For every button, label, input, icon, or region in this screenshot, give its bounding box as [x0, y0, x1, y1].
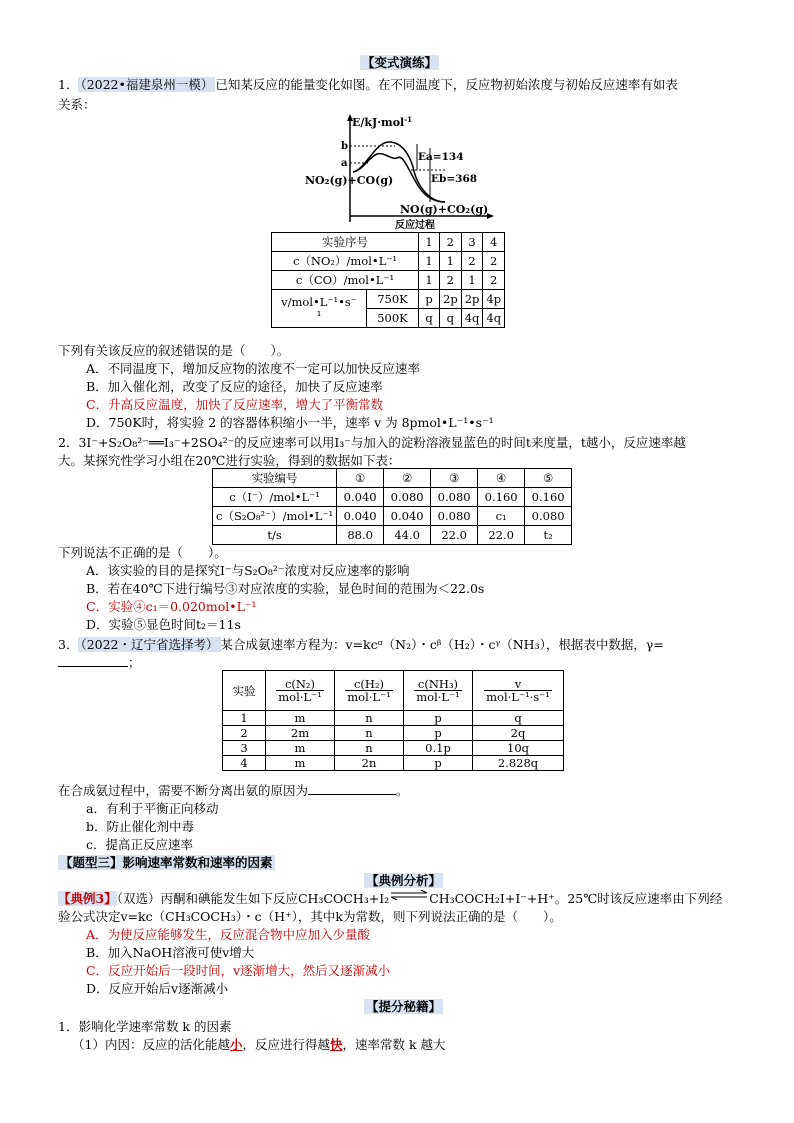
table-row: 实验序号 1 2 3 4	[272, 233, 505, 252]
ex3-stem-line1: 【典例3】（双选）丙酮和碘能发生如下反应CH₃COCH₃+I₂ CH₃COCH₂I+I⁻+H⁺。25℃时该反应速率由下列经	[58, 890, 722, 907]
equilibrium-arrow-icon	[389, 887, 429, 904]
table-row: t/s 88.0 44.0 22.0 22.0 t₂	[213, 526, 572, 545]
section-example-heading: 【典例分析】	[366, 873, 442, 888]
reason-answer-blank[interactable]	[308, 794, 396, 795]
table-row: v/mol•L⁻¹•s⁻ ¹ 750K p 2p 2p 4p	[272, 290, 505, 309]
q3-source: （2022・辽宁省选择考）	[80, 637, 219, 652]
q2-option-b: B．若在40℃下进行编号③对应浓度的实验，显色时间的范围为＜22.0s	[86, 581, 485, 596]
svg-text:Eb=368: Eb=368	[431, 173, 478, 185]
q3-ask: 在合成氨过程中，需要不断分离出氨的原因为 。	[58, 783, 409, 798]
ex3-stem-line2: 验公式决定v=kc（CH₃COCH₃）・c（H⁺），其中k为常数，则下列说法正确的是（ ）。	[58, 909, 562, 924]
tips-line2: （1）内因：反应的活化能越小，反应进行得越快，速率常数 k 越大	[72, 1037, 446, 1052]
table-row: c（CO）/mol•L⁻¹ 1 2 1 2	[272, 271, 505, 290]
table-row: 3 m n 0.1p 10q	[223, 741, 564, 756]
q1-option-b: B．加入催化剂，改变了反应的途径，加快了反应速率	[86, 379, 383, 394]
table-row: c（NO₂）/mol•L⁻¹ 1 1 2 2	[272, 252, 505, 271]
q2-stem-line2: 大。某探究性学习小组在20℃进行实验，得到的数据如下表：	[58, 453, 401, 468]
section-tips-heading: 【提分秘籍】	[366, 999, 442, 1014]
tips-line1: 1．影响化学速率常数 k 的因素	[58, 1019, 232, 1034]
q1-stem-line1: 1． （2022•福建泉州一模） 已知某反应的能量变化如图。在不同温度下，反应物初始浓度与初始反应速率有如表	[58, 77, 678, 92]
table-row: 4 m 2n p 2.828q	[223, 756, 564, 771]
energy-diagram	[305, 112, 495, 230]
ex3-tag: 【典例3】	[58, 891, 117, 906]
q3-stem-line2: ；	[58, 654, 141, 671]
table-row: 500K q q 4q 4q	[272, 309, 505, 328]
q3-option-b: b．防止催化剂中毒	[86, 819, 195, 834]
q2-option-c: C．实验④c₁＝0.020mol•L⁻¹	[86, 599, 257, 614]
section-type3-heading: 【题型三】影响速率常数和速率的因素	[60, 855, 273, 870]
svg-text:反应过程: 反应过程	[395, 220, 435, 230]
table-row: 2 2m n p 2q	[223, 726, 564, 741]
q2-ask: 下列说法不正确的是（ ）。	[58, 545, 227, 560]
svg-text:E/kJ·mol-1: E/kJ·mol$^{-1}$	[352, 115, 412, 129]
svg-text:a: a	[341, 158, 348, 169]
q2-option-d: D．实验⑤显色时间t₂＝11s	[86, 617, 241, 632]
q1-option-d: D．750K时，将实验 2 的容器体积缩小一半，速率 v 为 8pmol•L⁻¹•s⁻¹	[86, 415, 494, 430]
q3-option-a: a．有利于平衡正向移动	[86, 801, 219, 816]
q1-source: （2022•福建泉州一模）	[80, 77, 214, 92]
svg-text:Ea=134: Ea=134	[418, 151, 464, 163]
q2-stem-line1: 2．3I⁻+S₂O₈²⁻══I₃⁻+2SO₄²⁻的反应速率可以用I₃⁻与加入的淀粉溶液显蓝色的时间t来度量，t越小，反应速率越	[58, 435, 686, 450]
gamma-answer-blank[interactable]	[58, 666, 128, 667]
ex3-option-b: B．加入NaOH溶液可使v增大	[86, 945, 255, 960]
ex3-option-c: C．反应开始后一段时间，v逐渐增大，然后又逐渐减小	[86, 963, 391, 978]
table-row: 实验编号 ① ② ③ ④ ⑤	[213, 469, 572, 488]
q1-option-a: A．不同温度下，增加反应物的浓度不一定可以加快反应速率	[86, 361, 421, 376]
q3-option-c: c．提高正反应速率	[86, 837, 194, 852]
table-row: c（I⁻）/mol•L⁻¹ 0.040 0.080 0.080 0.160 0.160	[213, 488, 572, 507]
q2-table	[212, 468, 572, 545]
table-row: c（S₂O₈²⁻）/mol•L⁻¹ 0.040 0.040 0.080 c₁ 0.080	[213, 507, 572, 526]
ex3-option-a: A．为使反应能够发生，反应混合物中应加入少量酸	[86, 927, 371, 942]
q2-option-a: A．该实验的目的是探究I⁻与S₂O₈²⁻浓度对反应速率的影响	[86, 563, 410, 578]
svg-text:NO₂(g)+CO(g): NO₂(g)+CO(g)	[305, 174, 394, 187]
q1-ask: 下列有关该反应的叙述错误的是（ ）。	[58, 343, 290, 358]
svg-text:b: b	[341, 141, 348, 152]
q1-table	[271, 232, 505, 328]
table-row: 1 m n p q	[223, 711, 564, 726]
ex3-option-d: D．反应开始后v逐渐减小	[86, 981, 229, 996]
q1-stem-line2: 关系：	[58, 97, 96, 112]
q3-stem-line1: 3． （2022・辽宁省选择考） 某合成氨速率方程为：v=kcᵅ（N₂）・cᵝ（H₂）・cᵞ（NH₃），根据表中数据，γ=	[58, 637, 664, 652]
section-variant-heading: 【变式演练】	[362, 55, 438, 70]
table-row: 实验 $\frac{\text{c(N₂)}}{\text{mol·L⁻¹}}$ $\frac{\text{c(H₂)}}{\text{mol·L⁻¹}}$ $\frac{\text{c(NH₃)}}{\text{mol·L⁻¹}}$ $\frac{v}{\text{mol·L⁻¹·s⁻¹}}$	[223, 671, 564, 711]
q3-table	[222, 670, 564, 771]
svg-text:NO(g)+CO₂(g): NO(g)+CO₂(g)	[400, 203, 489, 216]
q1-option-c: C．升高反应温度，加快了反应速率，增大了平衡常数	[86, 397, 384, 412]
